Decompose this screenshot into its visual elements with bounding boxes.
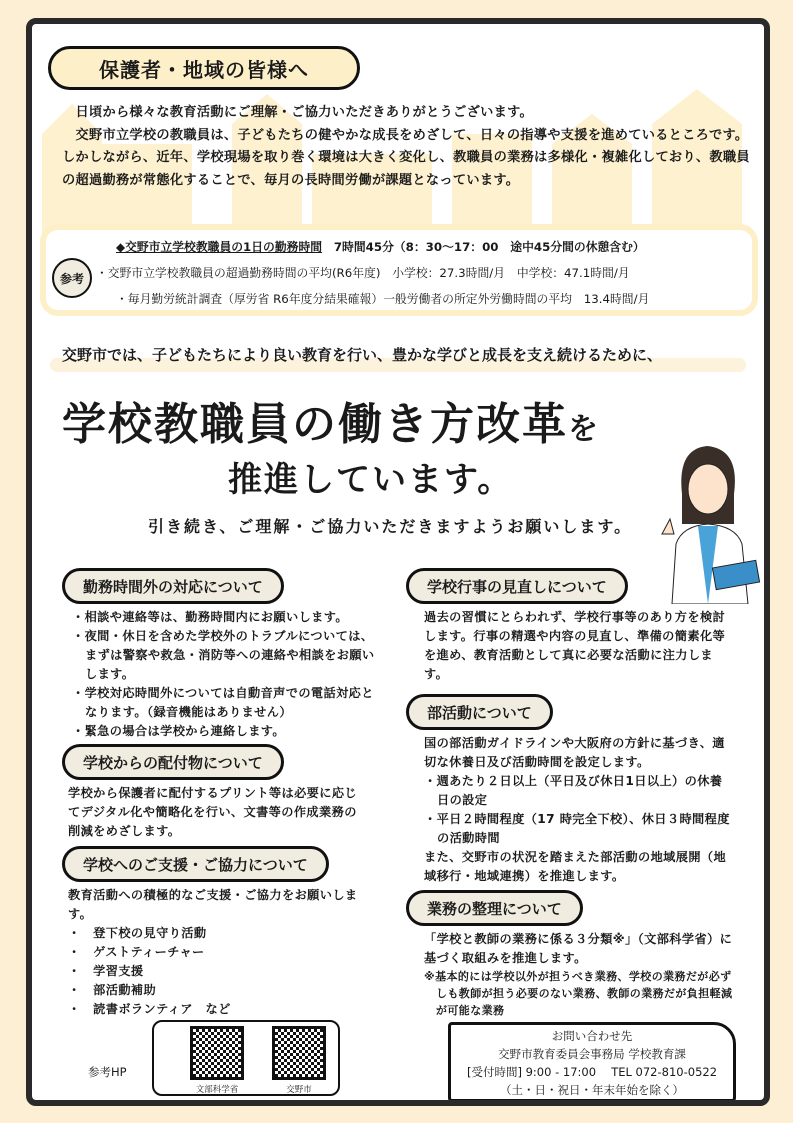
qr-caption: 交野市 bbox=[286, 1085, 312, 1095]
main-title-text: 学校教職員の働き方改革 bbox=[62, 399, 568, 450]
list-item: ・緊急の場合は学校から連絡します。 bbox=[72, 724, 286, 738]
tasks-note: ※基本的には学校以外が担うべき業務、学校の業務だが必ずしも教師が担う必要のない業務、教師の業務だが負担軽減が可能な業務 bbox=[424, 970, 733, 1017]
contact-office: 交野市教育委員会事務局 学校教育課 bbox=[498, 1047, 686, 1061]
main-title-particle: を bbox=[568, 412, 600, 447]
reference-badge: 参考 bbox=[52, 258, 92, 298]
handouts-text: 学校から保護者に配付するプリント等は必要に応じてデジタル化や簡略化を行い、文書等の作成業務の削減をめざします。 bbox=[68, 786, 358, 838]
reference-line-3: ・毎月勤労統計調査（厚労省 R6年度分結果確報）一般労働者の所定外労働時間の平均 13.4時間/月 bbox=[116, 292, 650, 306]
list-item: ・相談や連絡等は、勤務時間内にお願いします。 bbox=[72, 610, 348, 624]
clubs-text bbox=[424, 734, 734, 886]
section-heading-tasks: 業務の整理について bbox=[406, 890, 583, 926]
contact-title: お問い合わせ先 bbox=[551, 1029, 633, 1043]
section-heading-events: 学校行事の見直しについて bbox=[406, 568, 628, 604]
reference-value: 7時間45分（8：30〜17：00 途中45分間の休憩含む） bbox=[322, 240, 645, 254]
support-text bbox=[68, 886, 368, 1019]
qr-code-katano[interactable] bbox=[272, 1026, 326, 1080]
intro-paragraph: 交野市立学校の教職員は、子どもたちの健やかな成長をめざして、日々の指導や支援を進めているところです。しかしながら、近年、学校現場を取り巻く環境は大きく変化し、教職員の業務は多様化・複雑化しており、教職員の超過勤務が常態化することで、毎月の長時間労働が課題となっています。 bbox=[62, 127, 750, 188]
list-item: ・夜間・休日を含めた学校外のトラブルについては、まずは警察や救急・消防等への連絡や相談をお願いします。 bbox=[72, 629, 375, 681]
clubs-outro: また、交野市の状況を踏まえた部活動の地域展開（地域移行・地域連携）を推進します。 bbox=[424, 850, 727, 883]
reference-box bbox=[40, 224, 758, 316]
section-heading-handouts: 学校からの配付物について bbox=[62, 744, 284, 780]
reference-label: ◆交野市立学校教職員の1日の勤務時間 bbox=[116, 240, 323, 254]
qr-code-mext[interactable] bbox=[190, 1026, 244, 1080]
teacher-illustration bbox=[652, 434, 762, 604]
section-heading-clubs: 部活動について bbox=[406, 694, 553, 730]
intro-text bbox=[62, 102, 752, 192]
qr-callout bbox=[152, 1020, 340, 1096]
list-item: ・週あたり２日以上（平日及び休日1日以上）の休養日の設定 bbox=[424, 774, 723, 807]
tasks-intro: 「学校と教師の業務に係る３分類※」（文部科学省）に基づく取組みを推進します。 bbox=[424, 932, 733, 965]
section-heading-overtime: 勤務時間外の対応について bbox=[62, 568, 284, 604]
support-intro: 教育活動への積極的なご支援・ご協力をお願いします。 bbox=[68, 888, 358, 921]
audience-heading: 保護者・地域の皆様へ bbox=[48, 46, 360, 90]
list-item: ・平日２時間程度（17 時完全下校）、休日３時間程度の活動時間 bbox=[424, 812, 730, 845]
contact-closed-days: （土・日・祝日・年末年始を除く） bbox=[500, 1083, 684, 1097]
reference-line-1 bbox=[116, 238, 645, 255]
intro-paragraph: 日頃から様々な教育活動にご理解・ご協力いただきありがとうございます。 bbox=[62, 105, 534, 120]
flyer bbox=[26, 18, 770, 1106]
main-title-second: 推進しています。 bbox=[228, 460, 514, 500]
overtime-list bbox=[72, 608, 382, 741]
list-item: ・学校対応時間外については自動音声での電話対応となります。（録音機能はありません） bbox=[72, 686, 374, 719]
clubs-intro: 国の部活動ガイドラインや大阪府の方針に基づき、適切な休養日及び活動時間を設定します。 bbox=[424, 736, 725, 769]
list-item: ・ 部活動補助 bbox=[68, 983, 157, 997]
qr-label: 参考HP bbox=[88, 1065, 127, 1079]
lead-text: 交野市では、子どもたちにより良い教育を行い、豊かな学びと成長を支え続けるために、 bbox=[62, 346, 663, 364]
list-item: ・ 登下校の見守り活動 bbox=[68, 926, 207, 940]
contact-box bbox=[448, 1022, 736, 1102]
list-item: ・ 学習支援 bbox=[68, 964, 144, 978]
events-text: 過去の習慣にとらわれず、学校行事等のあり方を検討します。行事の精選や内容の見直し、準備の簡素化等を進め、教育活動として真に必要な活動に注力します。 bbox=[424, 610, 726, 681]
subtitle: 引き続き、ご理解・ご協力いただきますようお願いします。 bbox=[148, 517, 633, 536]
qr-caption: 文部科学省 bbox=[195, 1085, 239, 1095]
list-item: ・ 読書ボランティア など bbox=[68, 1002, 231, 1016]
main-title bbox=[62, 388, 600, 452]
section-heading-support: 学校へのご支援・ご協力について bbox=[62, 846, 329, 882]
list-item: ・ ゲストティーチャー bbox=[68, 945, 205, 959]
reference-line-2: ・交野市立学校教職員の超過勤務時間の平均(R6年度) 小学校：27.3時間/月 中学校：47.1時間/月 bbox=[96, 266, 630, 280]
tasks-text bbox=[424, 930, 740, 1019]
contact-hours: [受付時間] 9:00 - 17:00 TEL 072-810-0522 bbox=[466, 1065, 718, 1079]
